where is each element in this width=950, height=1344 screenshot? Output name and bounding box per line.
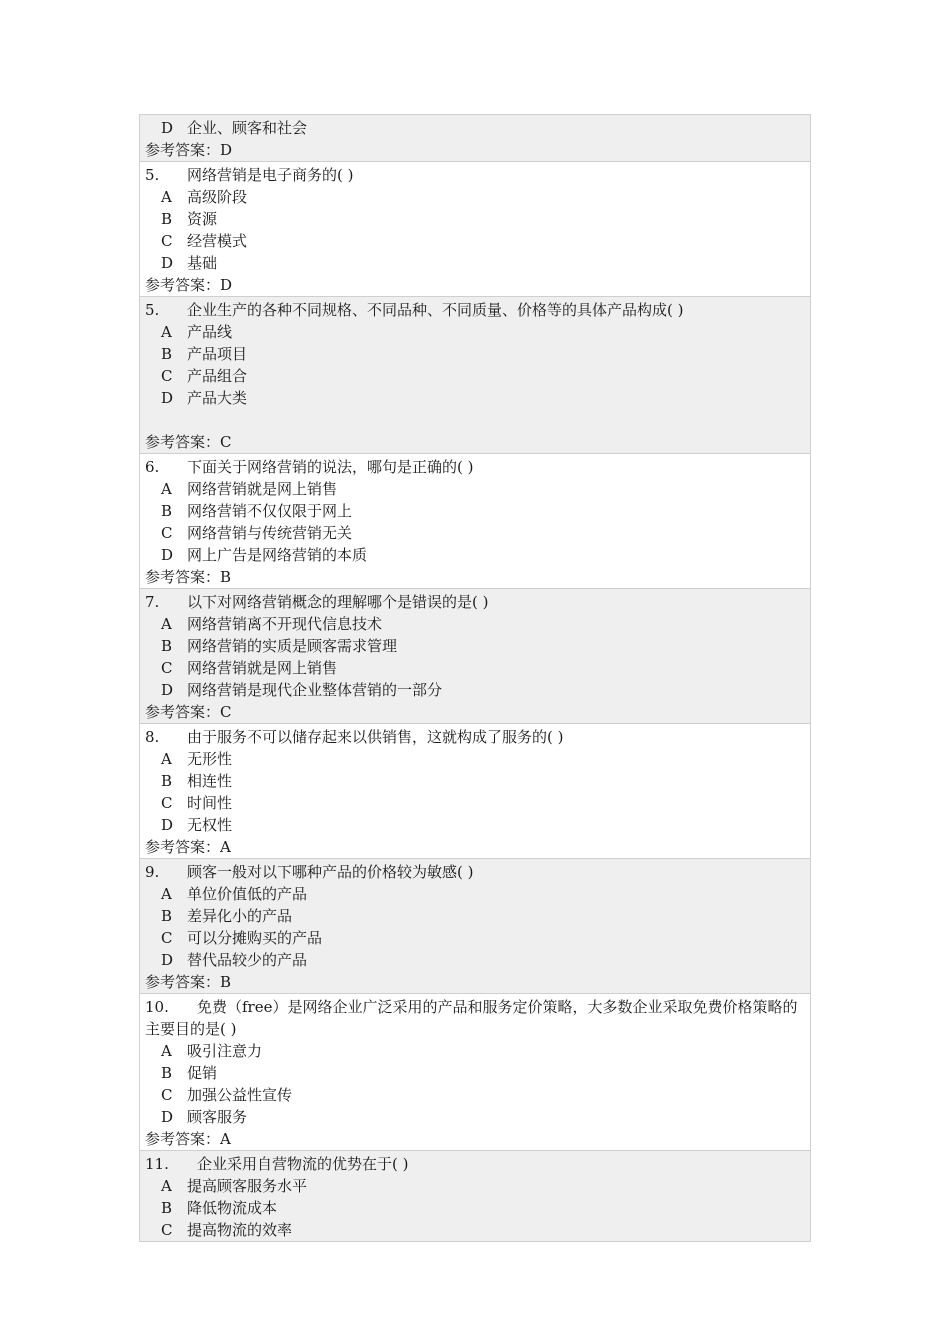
option-row — [145, 544, 805, 566]
option-letter: A — [161, 480, 172, 498]
option-row — [145, 679, 805, 701]
question-text: 由于服务不可以储存起来以供销售，这就构成了服务的( ) — [187, 728, 564, 746]
answer-row — [145, 274, 805, 296]
question-stem — [145, 1153, 805, 1175]
option-letter: D — [161, 816, 174, 834]
question-stem — [145, 996, 805, 1040]
question-text: 下面关于网络营销的说法，哪句是正确的( ) — [187, 458, 474, 476]
answer-label: 参考答案： — [145, 838, 221, 856]
answer-value: C — [220, 433, 232, 451]
option-row — [145, 500, 805, 522]
question-stem — [145, 726, 805, 748]
question-text: 企业生产的各种不同规格、不同品种、不同质量、价格等的具体产品构成( ) — [187, 301, 684, 319]
question-block — [139, 453, 811, 589]
option-row — [145, 186, 805, 208]
option-letter: B — [161, 345, 173, 363]
option-letter: D — [161, 546, 174, 564]
option-row — [145, 1040, 805, 1062]
option-row — [145, 905, 805, 927]
question-stem — [145, 591, 805, 613]
option-row — [145, 117, 805, 139]
option-letter: D — [161, 1108, 174, 1126]
option-row — [145, 814, 805, 836]
option-row — [145, 1175, 805, 1197]
option-row — [145, 770, 805, 792]
question-number: 10. — [145, 998, 169, 1016]
option-letter: B — [161, 637, 173, 655]
option-letter: C — [161, 232, 173, 250]
option-text: 加强公益性宣传 — [187, 1086, 293, 1104]
option-letter: C — [161, 929, 173, 947]
option-text: 无权性 — [187, 816, 233, 834]
option-text: 吸引注意力 — [187, 1042, 263, 1060]
option-letter: C — [161, 1221, 173, 1239]
option-text: 无形性 — [187, 750, 233, 768]
question-number: 5. — [145, 301, 160, 319]
question-number: 6. — [145, 458, 160, 476]
option-row — [145, 1106, 805, 1128]
question-text: 顾客一般对以下哪种产品的价格较为敏感( ) — [187, 863, 474, 881]
question-text: 免费（free）是网络企业广泛采用的产品和服务定价策略，大多数企业采取免费价格策略的主要目的是( ) — [145, 998, 798, 1038]
option-letter: A — [161, 885, 172, 903]
option-letter: D — [161, 389, 174, 407]
answer-label: 参考答案： — [145, 141, 221, 159]
question-text: 以下对网络营销概念的理解哪个是错误的是( ) — [187, 593, 489, 611]
option-text: 提高顾客服务水平 — [187, 1177, 308, 1195]
option-row — [145, 949, 805, 971]
option-row — [145, 883, 805, 905]
option-letter: D — [161, 254, 174, 272]
blank-line — [145, 409, 805, 431]
option-row — [145, 252, 805, 274]
option-row — [145, 230, 805, 252]
question-number: 5. — [145, 166, 160, 184]
answer-value: A — [220, 838, 231, 856]
option-row — [145, 522, 805, 544]
question-block-prev — [139, 114, 811, 162]
option-text: 网络营销与传统营销无关 — [187, 524, 353, 542]
answer-label: 参考答案： — [145, 276, 221, 294]
option-text: 替代品较少的产品 — [187, 951, 308, 969]
option-letter: A — [161, 1177, 172, 1195]
option-row — [145, 792, 805, 814]
option-letter: D — [161, 119, 174, 137]
option-text: 相连性 — [187, 772, 233, 790]
option-text: 企业、顾客和社会 — [187, 119, 308, 137]
option-text: 产品大类 — [187, 389, 248, 407]
answer-label: 参考答案： — [145, 703, 221, 721]
option-text: 差异化小的产品 — [187, 907, 293, 925]
option-letter: C — [161, 524, 173, 542]
option-text: 提高物流的效率 — [187, 1221, 293, 1239]
option-letter: B — [161, 772, 173, 790]
option-letter: A — [161, 1042, 172, 1060]
option-text: 基础 — [187, 254, 218, 272]
question-block — [139, 161, 811, 297]
option-letter: A — [161, 188, 172, 206]
option-text: 经营模式 — [187, 232, 248, 250]
question-stem — [145, 164, 805, 186]
option-text: 产品组合 — [187, 367, 248, 385]
option-row — [145, 1084, 805, 1106]
option-letter: B — [161, 502, 173, 520]
option-text: 促销 — [187, 1064, 218, 1082]
option-row — [145, 387, 805, 409]
answer-value: D — [220, 141, 233, 159]
option-row — [145, 1197, 805, 1219]
option-text: 高级阶段 — [187, 188, 248, 206]
question-block — [139, 723, 811, 859]
answer-value: A — [220, 1130, 231, 1148]
option-row — [145, 927, 805, 949]
answer-value: D — [220, 276, 233, 294]
option-text: 可以分摊购买的产品 — [187, 929, 323, 947]
option-text: 网络营销是现代企业整体营销的一部分 — [187, 681, 443, 699]
option-row — [145, 365, 805, 387]
question-number: 8. — [145, 728, 160, 746]
answer-label: 参考答案： — [145, 1130, 221, 1148]
answer-label: 参考答案： — [145, 973, 221, 991]
question-block — [139, 296, 811, 454]
option-text: 网络营销就是网上销售 — [187, 659, 338, 677]
option-row — [145, 1219, 805, 1241]
option-text: 时间性 — [187, 794, 233, 812]
option-letter: C — [161, 794, 173, 812]
option-letter: A — [161, 323, 172, 341]
option-text: 资源 — [187, 210, 218, 228]
answer-row — [145, 836, 805, 858]
question-number: 9. — [145, 863, 160, 881]
option-text: 顾客服务 — [187, 1108, 248, 1126]
answer-value: B — [220, 973, 232, 991]
option-row — [145, 1062, 805, 1084]
option-letter: D — [161, 951, 174, 969]
option-letter: B — [161, 907, 173, 925]
option-text: 产品线 — [187, 323, 233, 341]
answer-value: C — [220, 703, 232, 721]
answer-row — [145, 701, 805, 723]
question-stem — [145, 299, 805, 321]
option-row — [145, 613, 805, 635]
option-text: 单位价值低的产品 — [187, 885, 308, 903]
option-letter: A — [161, 750, 172, 768]
option-row — [145, 321, 805, 343]
option-row — [145, 748, 805, 770]
option-text: 网络营销离不开现代信息技术 — [187, 615, 383, 633]
option-text: 产品项目 — [187, 345, 248, 363]
question-sheet — [139, 115, 811, 1242]
option-letter: D — [161, 681, 174, 699]
option-text: 网络营销不仅仅限于网上 — [187, 502, 353, 520]
answer-row — [145, 431, 805, 453]
question-stem — [145, 861, 805, 883]
question-number: 11. — [145, 1155, 169, 1173]
option-row — [145, 478, 805, 500]
option-text: 降低物流成本 — [187, 1199, 278, 1217]
option-text: 网络营销就是网上销售 — [187, 480, 338, 498]
question-stem — [145, 456, 805, 478]
option-letter: C — [161, 659, 173, 677]
option-letter: C — [161, 1086, 173, 1104]
answer-row — [145, 971, 805, 993]
answer-row — [145, 1128, 805, 1150]
option-letter: B — [161, 1064, 173, 1082]
question-number: 7. — [145, 593, 160, 611]
option-letter: B — [161, 1199, 173, 1217]
option-row — [145, 657, 805, 679]
option-letter: B — [161, 210, 173, 228]
answer-row — [145, 566, 805, 588]
question-block — [139, 993, 811, 1151]
option-row — [145, 635, 805, 657]
option-text: 网上广告是网络营销的本质 — [187, 546, 368, 564]
answer-value: B — [220, 568, 232, 586]
answer-label: 参考答案： — [145, 433, 221, 451]
question-block — [139, 858, 811, 994]
option-row — [145, 208, 805, 230]
answer-label: 参考答案： — [145, 568, 221, 586]
answer-row — [145, 139, 805, 161]
question-block — [139, 1150, 811, 1242]
question-text: 企业采用自营物流的优势在于( ) — [197, 1155, 409, 1173]
option-text: 网络营销的实质是顾客需求管理 — [187, 637, 398, 655]
question-block — [139, 588, 811, 724]
option-letter: A — [161, 615, 172, 633]
option-letter: C — [161, 367, 173, 385]
question-text: 网络营销是电子商务的( ) — [187, 166, 354, 184]
option-row — [145, 343, 805, 365]
